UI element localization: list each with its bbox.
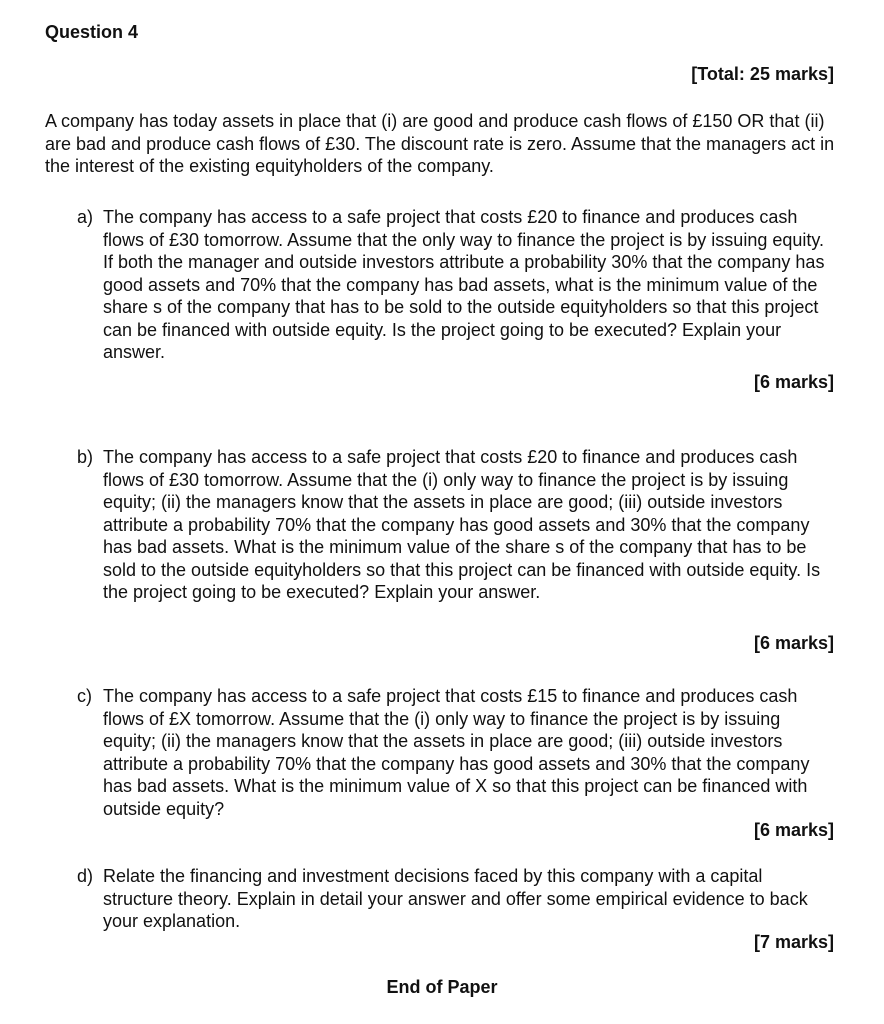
part-c-marks: [6 marks] [753, 820, 834, 840]
part-d-marks: [7 marks] [753, 932, 834, 952]
part-b-letter: b) [77, 447, 94, 467]
part-b-marks: [6 marks] [753, 633, 834, 653]
part-d [77, 865, 837, 933]
part-c-text: The company has access to a safe project that costs £15 to finance and produces cash flows of £X tomorrow. Assume that the (i) only way to finance the project is by issuing equity; (ii) the managers know that the assets in place are good; (iii) outside investors attribute a probability 70% that the company has good assets and 30% that the company has bad assets. What is the minimum value of X so that this project can be financed with outside equity? [103, 686, 810, 819]
part-b [77, 446, 837, 604]
part-c-letter: c) [77, 686, 92, 706]
part-a-letter: a) [77, 207, 94, 227]
total-marks: [Total: 25 marks] [691, 64, 834, 84]
question-intro: A company has today assets in place that (i) are good and produce cash flows of £150 OR that (ii) are bad and produce cash flows of £30. The discount rate is zero. Assume that the managers act in the interest of the existing equityholders of the company. [45, 111, 835, 176]
part-b-text: The company has access to a safe project that costs £20 to finance and produces cash flows of £30 tomorrow. Assume that the (i) only way to finance the project is by issuing equity; (ii) the managers know that the assets in place are good; (iii) outside investors attribute a probability 70% that the company has good assets and 30% that the company has bad assets. What is the minimum value of the share s of the company that has to be sold to the outside equityholders so that this project can be financed with outside equity. Is the project going to be executed? Explain your answer. [103, 447, 821, 602]
part-d-letter: d) [77, 866, 94, 886]
part-a-text: The company has access to a safe project that costs £20 to finance and produces cash flows of £30 tomorrow. Assume that the only way to finance the project is by issuing equity. If both the manager and outside investors attribute a probability 30% that the company has good assets and 70% that the company has bad assets, what is the minimum value of the share s of the company that has to be sold to the outside equityholders so that this project can be financed with outside equity. Is the project going to be executed? Explain your answer. [103, 207, 825, 362]
part-a-marks: [6 marks] [753, 372, 834, 392]
part-a [77, 206, 837, 364]
part-c [77, 685, 837, 820]
end-of-paper: End of Paper [386, 977, 498, 997]
part-d-text: Relate the financing and investment decisions faced by this company with a capital structure theory. Explain in detail your answer and offer some empirical evidence to back your explanation. [103, 866, 808, 931]
question-title: Question 4 [45, 22, 139, 42]
